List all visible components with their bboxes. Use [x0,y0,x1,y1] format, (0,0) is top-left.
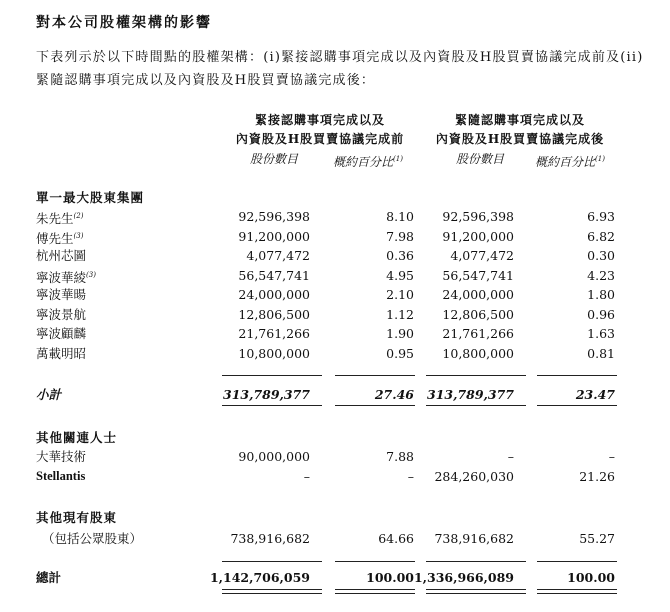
pct-before: 8.10 [386,209,414,224]
section-title: 對本公司股權架構的影響 [36,15,212,31]
shares-before: 92,596,398 [238,209,310,224]
col-pct-after: 概約百分比$^{(1)}$ [535,155,605,169]
subtotal-label: 小計 [36,387,62,402]
shares-after: 12,806,500 [442,306,514,322]
shareholder-name-text: 傅先生 [36,230,74,246]
existing-shares-after: 738,916,682 [434,531,514,546]
total-pct-after: 100.00 [567,570,615,585]
shares-after: 284,260,030 [434,468,514,484]
rule [335,375,415,376]
table-row [0,227,670,246]
rule [537,561,617,562]
pct-after: 0.81 [587,345,615,361]
section-other-existing: 其他現有股東 [36,510,118,525]
rule [222,375,322,376]
pct-after: 0.96 [587,306,615,322]
table-row [0,246,670,265]
shareholder-name [36,285,86,304]
rule [537,375,617,376]
shareholder-name [36,246,86,265]
pct-before: – [407,468,414,484]
double-rule [426,589,526,594]
section-other-connected: 其他關連人士 [36,430,118,445]
shares-before: 90,000,000 [238,449,310,464]
pct-before: 1.90 [386,326,414,341]
shareholder-name [36,305,86,324]
pct-after: 6.93 [587,209,615,224]
pct-before: 0.95 [386,345,414,361]
shares-after: – [507,449,514,464]
pct-before: 7.98 [386,228,414,244]
total-shares-after: 1,336,966,089 [413,570,514,585]
shares-before: 12,806,500 [238,306,310,322]
pct-after: 21.26 [579,468,615,484]
rule [335,561,415,562]
pct-after: 1.63 [587,326,615,341]
table-row [0,305,670,324]
rule [222,405,322,406]
table-row [0,207,670,226]
pct-before: 0.36 [386,248,414,263]
subtotal-row [0,385,670,404]
shareholder-name [36,207,83,228]
pct-after: 6.82 [587,228,615,244]
note-mark: (3) [73,231,84,240]
existing-pct-after: 55.27 [579,531,615,546]
rule [426,561,526,562]
shares-after: 4,077,472 [450,248,514,263]
shares-after: 21,761,266 [442,326,514,341]
table-row [0,447,670,466]
existing-label: （包括公眾股東） [42,531,143,546]
existing-shares-before: 738,916,682 [230,531,310,546]
shares-after: 10,800,000 [442,345,514,361]
shareholder-name-text: 萬載明昭 [36,345,87,361]
table-row [0,285,670,304]
note-mark: (3) [86,270,96,279]
shares-before: 56,547,741 [238,267,310,283]
shareholder-name-text: 寧波華暘 [36,287,87,302]
shares-before: 4,077,472 [246,248,310,263]
note-mark: (1) [595,155,605,163]
shares-before: 91,200,000 [238,228,310,244]
header-before-line2: 內資股及H股買賣協議完成前 [235,132,405,146]
subtotal-pct-before: 27.46 [374,387,414,402]
shareholder-name-text: 寧波顧麟 [36,326,87,341]
shareholder-name-text: 寧波景航 [36,306,87,322]
rule [222,561,322,562]
shares-before: – [303,468,310,484]
total-label: 總計 [36,570,62,585]
rule [335,405,415,406]
section-heading [0,188,670,207]
shareholder-name-text: 杭州芯圖 [36,248,87,263]
shares-before: 24,000,000 [238,287,310,302]
shareholder-name-text: 朱先生 [36,211,74,227]
pct-before: 2.10 [386,287,414,302]
shareholder-name [36,266,96,287]
section-heading [0,428,670,447]
pct-after: 0.30 [587,248,615,263]
subtotal-shares-before: 313,789,377 [223,387,310,402]
section-single-largest: 單一最大股東集團 [36,190,145,205]
table-row [0,467,670,486]
pct-after: – [608,449,615,464]
header-before-line1: 緊接認購事項完成以及 [254,113,385,127]
table-row [0,266,670,285]
shares-after: 91,200,000 [442,228,514,244]
shares-after: 56,547,741 [442,267,514,283]
header-after-line2: 內資股及H股買賣協議完成後 [435,132,605,146]
table-row [0,324,670,343]
note-mark: (2) [73,212,84,220]
col-pct-before: 概約百分比$^{(1)}$ [333,155,403,169]
pct-before: 7.88 [386,449,414,464]
header-after-line1: 緊隨認購事項完成以及 [454,113,585,127]
total-pct-before: 100.00 [366,570,414,585]
shareholder-name [36,227,83,248]
table-row [0,344,670,363]
shareholder-name-text: 寧波華綾 [36,269,87,285]
shareholder-name [36,324,86,343]
total-row [0,568,670,587]
rule [426,405,526,406]
shareholder-name [36,344,86,363]
shares-after: 92,596,398 [442,209,514,224]
rule [426,375,526,376]
section-heading [0,508,670,527]
double-rule [222,589,322,594]
shareholder-name: 大華技術 [36,449,87,464]
shares-after: 24,000,000 [442,287,514,302]
double-rule [537,589,617,594]
shares-before: 21,761,266 [238,326,310,341]
col-shares-after: 股份數目 [455,152,504,166]
subtotal-shares-after: 313,789,377 [427,387,514,402]
shareholder-name: Stellantis [36,468,86,483]
col-shares-before: 股份數目 [249,152,298,166]
subtotal-pct-after: 23.47 [575,387,615,402]
shares-before: 10,800,000 [238,345,310,361]
pct-after: 1.80 [587,287,615,302]
rule [537,405,617,406]
double-rule [335,589,415,594]
total-shares-before: 1,142,706,059 [209,570,310,585]
existing-row [0,529,670,548]
pct-after: 4.23 [587,267,615,283]
pct-before: 4.95 [386,267,414,283]
intro-paragraph: 下表列示於以下時間點的股權架構：(i)緊接認購事項完成以及內資股及H股買賣協議完成前及(ii)緊隨認購事項完成以及內資股及H股買賣協議完成後： [36,50,644,88]
pct-before: 1.12 [386,306,414,322]
note-mark: (1) [393,155,403,163]
existing-pct-before: 64.66 [378,531,414,546]
